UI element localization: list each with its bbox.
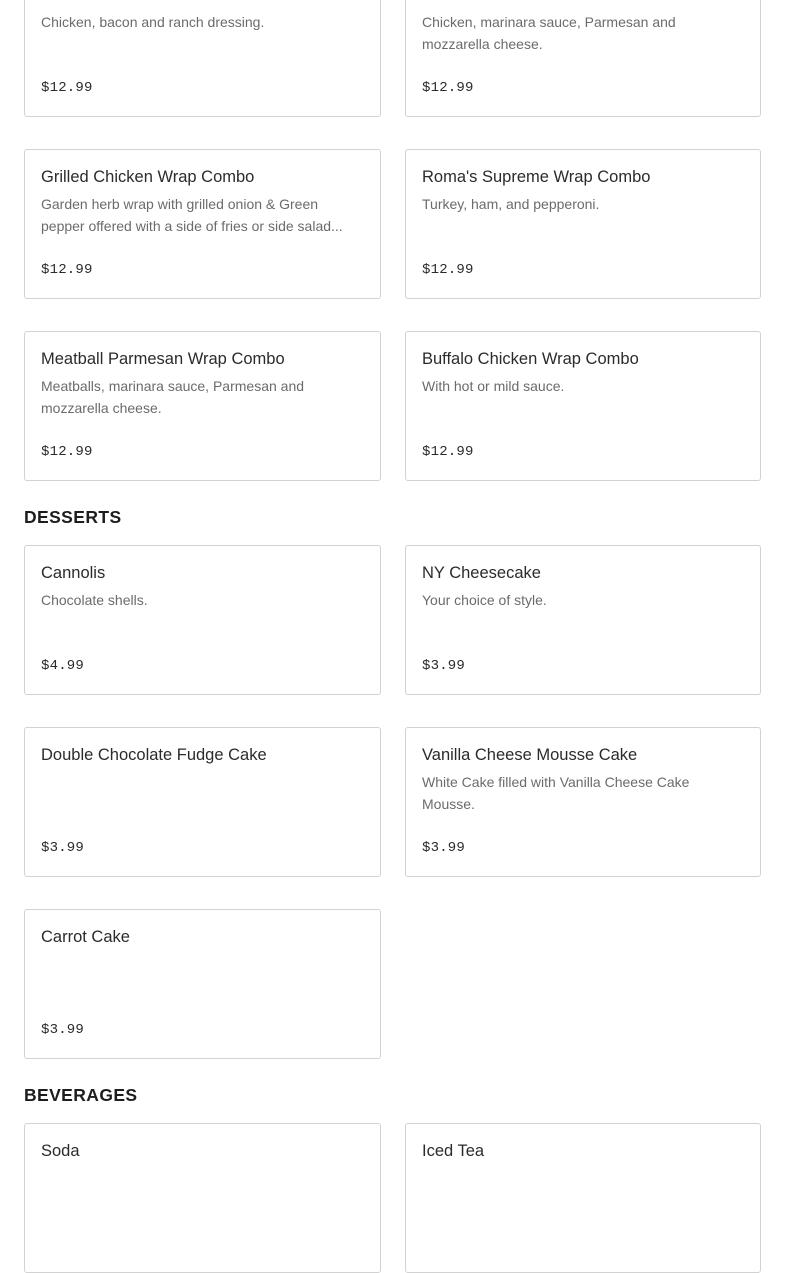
menu-item-card[interactable]: [24, 909, 381, 1059]
menu-item-name: Iced Tea: [422, 1142, 485, 1160]
menu-item-description: Chicken, bacon and ranch dressing.: [41, 14, 265, 30]
menu-item-price: $12.99: [41, 444, 93, 460]
menu-item-price: $12.99: [422, 262, 474, 278]
menu-item-price: $12.99: [422, 80, 474, 96]
menu-item-name: Grilled Chicken Wrap Combo: [41, 168, 255, 186]
menu-item-price: $3.99: [41, 1022, 85, 1038]
menu-item-price: $12.99: [41, 80, 93, 96]
menu-item-price: $12.99: [422, 444, 474, 460]
menu-item-price: $3.99: [422, 840, 466, 856]
menu-item-description: White Cake filled with Vanilla Cheese Cake Mousse.: [422, 774, 690, 812]
section-title-beverages: BEVERAGES: [24, 1085, 138, 1105]
menu-item-name: Carrot Cake: [41, 928, 130, 946]
menu-item-name: [422, 0, 744, 6]
menu-item-price: $3.99: [422, 658, 466, 674]
menu-item-description: Your choice of style.: [422, 592, 547, 608]
beverages-grid: [24, 1123, 761, 1273]
menu-item-price: $12.99: [41, 262, 93, 278]
menu-item-name: Roma's Supreme Wrap Combo: [422, 168, 651, 186]
menu-item-name: Buffalo Chicken Wrap Combo: [422, 350, 639, 368]
menu-item-description: Chocolate shells.: [41, 592, 148, 608]
wraps-grid: [24, 0, 761, 481]
section-spacer: [24, 1115, 761, 1123]
menu-item-description: Garden herb wrap with grilled onion & Green pepper offered with a side of fries or side salad...: [41, 196, 343, 234]
menu-item-card[interactable]: [24, 727, 381, 877]
menu-item-name: Cannolis: [41, 564, 106, 582]
menu-item-description: Turkey, ham, and pepperoni.: [422, 196, 600, 212]
menu-item-name: NY Cheesecake: [422, 564, 541, 582]
section-title-desserts: DESSERTS: [24, 507, 122, 527]
menu-item-card[interactable]: [405, 1123, 761, 1273]
desserts-grid: [24, 545, 761, 1059]
menu-item-description: With hot or mild sauce.: [422, 378, 565, 394]
menu-item-card[interactable]: [405, 331, 761, 481]
menu-item-name: [41, 0, 364, 6]
menu-item-card[interactable]: [24, 545, 381, 695]
menu-item-name: Vanilla Cheese Mousse Cake: [422, 746, 638, 764]
menu-item-card[interactable]: [24, 331, 381, 481]
menu-content: [24, 0, 761, 1273]
section-spacer: [24, 537, 761, 545]
menu-item-name: Meatball Parmesan Wrap Combo: [41, 350, 285, 368]
menu-item-description: Meatballs, marinara sauce, Parmesan and mozzarella cheese.: [41, 378, 305, 416]
menu-item-price: $4.99: [41, 658, 85, 674]
menu-item-name: Soda: [41, 1142, 80, 1160]
menu-item-price: $3.99: [41, 840, 85, 856]
menu-item-card[interactable]: [405, 0, 761, 117]
menu-item-card[interactable]: [405, 545, 761, 695]
menu-item-card[interactable]: [24, 0, 381, 117]
menu-item-card[interactable]: [24, 149, 381, 299]
menu-item-card[interactable]: [24, 1123, 381, 1273]
menu-item-description: Chicken, marinara sauce, Parmesan and mozzarella cheese.: [422, 14, 676, 52]
menu-item-card[interactable]: [405, 149, 761, 299]
menu-item-name: Double Chocolate Fudge Cake: [41, 746, 267, 764]
menu-item-card[interactable]: [405, 727, 761, 877]
